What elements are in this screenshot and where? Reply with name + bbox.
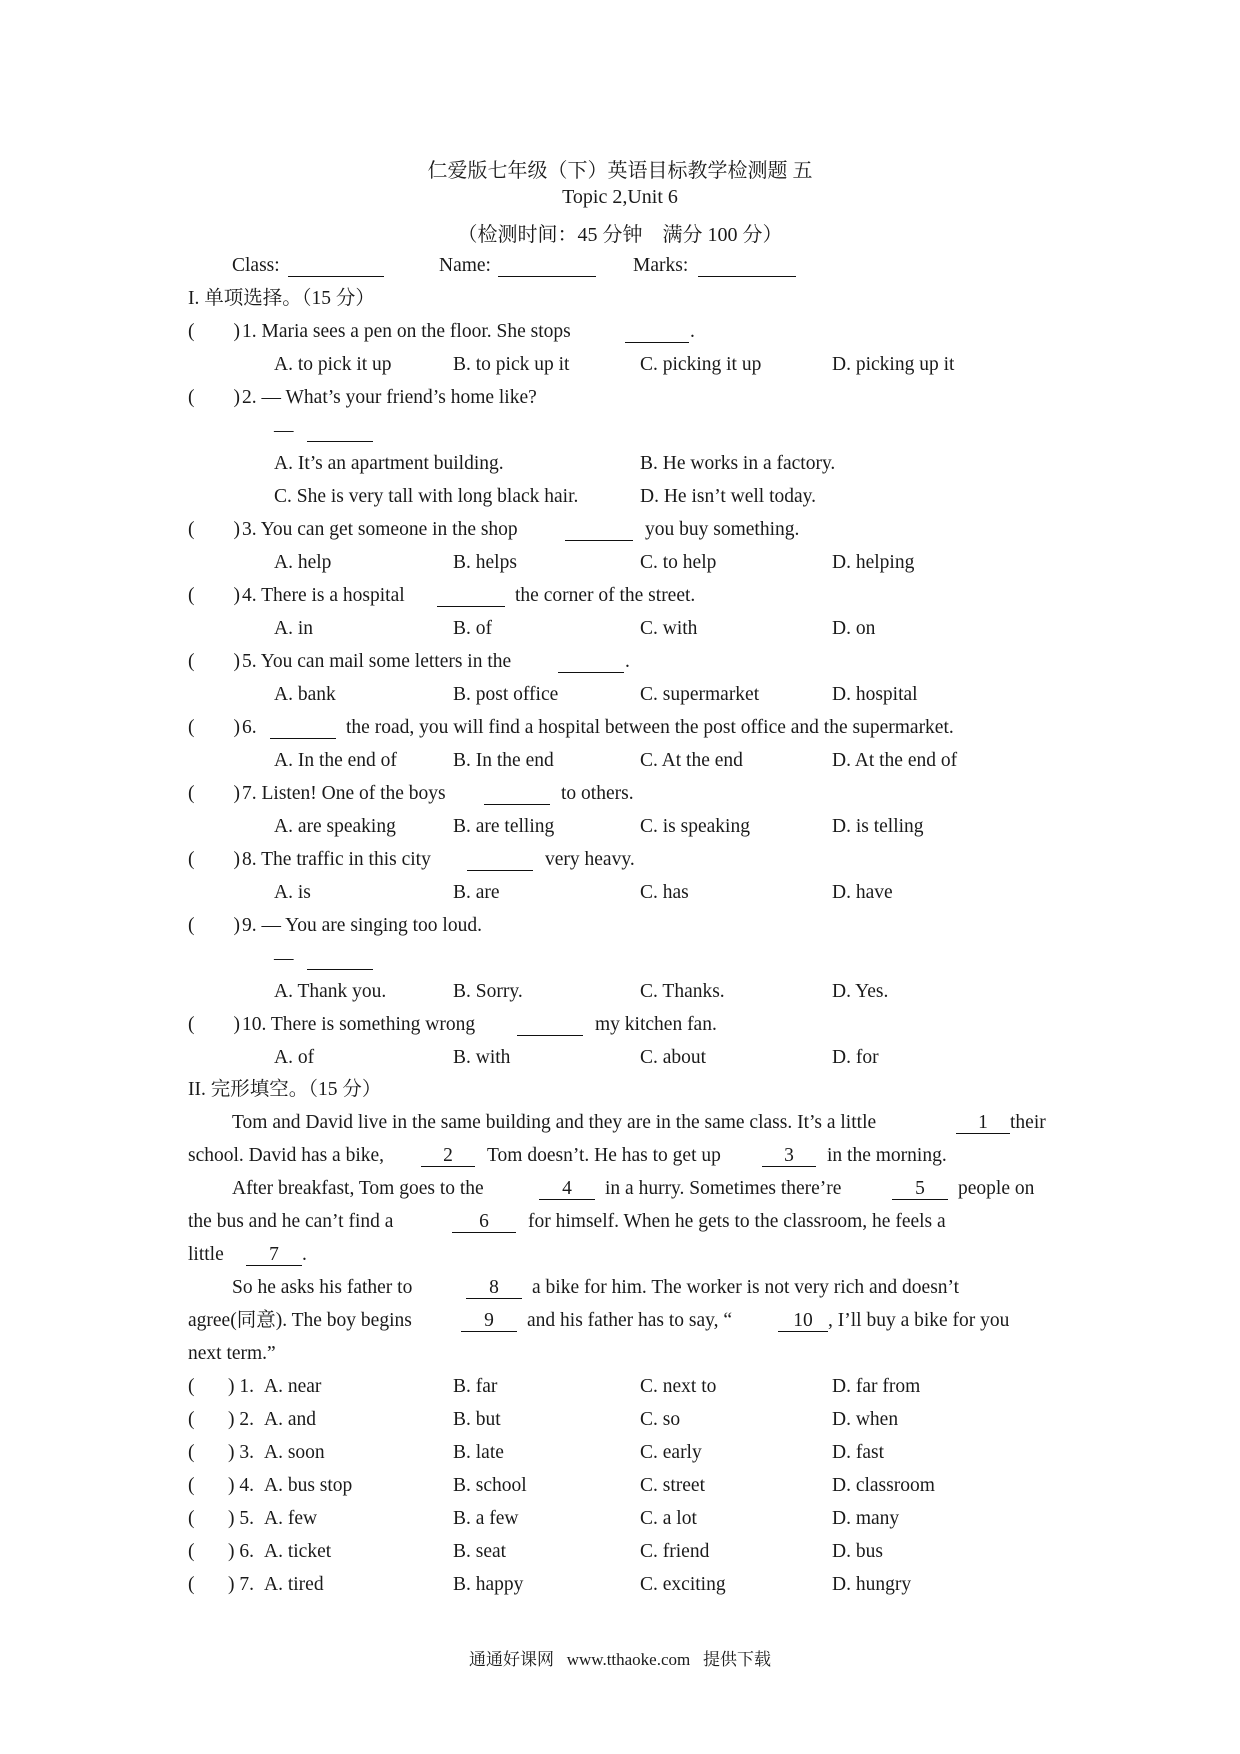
cloze-blank-6: 6 xyxy=(452,1212,516,1233)
option-a: A. It’s an apartment building. xyxy=(274,453,504,474)
footer-note: 提供下载 xyxy=(703,1650,772,1669)
answer-paren[interactable]: ( xyxy=(188,1409,195,1430)
option-number: ) 5. xyxy=(228,1508,254,1529)
question-stem: 3. You can get someone in the shop xyxy=(242,519,518,540)
option-b: B. to pick up it xyxy=(453,354,570,375)
name-field[interactable] xyxy=(498,256,596,277)
cloze-blank-5: 5 xyxy=(892,1179,948,1200)
answer-paren[interactable]: ( ) xyxy=(188,915,240,936)
option-b: B. of xyxy=(453,618,492,639)
option-c: C. picking it up xyxy=(640,354,762,375)
section-2-title: II. 完形填空。（15 分） xyxy=(188,1079,382,1100)
option-a: A. In the end of xyxy=(274,750,397,771)
passage-text: school. David has a bike, xyxy=(188,1145,385,1166)
option-number: ) 3. xyxy=(228,1442,254,1463)
passage-text: a bike for him. The worker is not very rich and doesn’t xyxy=(532,1277,960,1298)
option-c: C. She is very tall with long black hair. xyxy=(274,486,579,507)
option-d: D. He isn’t well today. xyxy=(640,486,817,507)
option-b: B. happy xyxy=(453,1574,524,1595)
passage-text: people on xyxy=(958,1178,1035,1199)
option-a: A. is xyxy=(274,882,311,903)
option-b: B. helps xyxy=(453,552,517,573)
answer-paren[interactable]: ( ) xyxy=(188,783,240,804)
answer-paren[interactable]: ( ) xyxy=(188,651,240,672)
option-c: C. Thanks. xyxy=(640,981,725,1002)
question-stem-end: . xyxy=(625,651,630,672)
option-b: B. far xyxy=(453,1376,498,1397)
option-b: B. late xyxy=(453,1442,504,1463)
option-d: D. when xyxy=(832,1409,899,1430)
cloze-blank-8: 8 xyxy=(466,1278,522,1299)
answer-paren[interactable]: ( xyxy=(188,1508,195,1529)
question-stem-end: very heavy. xyxy=(545,849,635,870)
option-c: C. to help xyxy=(640,552,717,573)
option-c: C. street xyxy=(640,1475,705,1496)
option-c: C. a lot xyxy=(640,1508,697,1529)
question-stem-end: . xyxy=(690,321,695,342)
passage-text: in the morning. xyxy=(827,1145,947,1166)
option-number: ) 7. xyxy=(228,1574,254,1595)
passage-text: So he asks his father to xyxy=(232,1277,413,1298)
cloze-blank-3: 3 xyxy=(762,1146,816,1167)
cloze-blank-9: 9 xyxy=(461,1311,517,1332)
option-d: D. have xyxy=(832,882,893,903)
answer-paren[interactable]: ( xyxy=(188,1541,195,1562)
option-a: A. soon xyxy=(264,1442,325,1463)
cloze-blank-7: 7 xyxy=(246,1245,302,1266)
option-d: D. hungry xyxy=(832,1574,912,1595)
option-d: D. on xyxy=(832,618,876,639)
exam-subtitle: Topic 2,Unit 6 xyxy=(562,186,678,208)
option-c: C. supermarket xyxy=(640,684,760,705)
passage-text: Tom doesn’t. He has to get up xyxy=(487,1145,721,1166)
passage-text: for himself. When he gets to the classroom, he feels a xyxy=(528,1211,946,1232)
option-d: D. At the end of xyxy=(832,750,958,771)
answer-paren[interactable]: ( ) xyxy=(188,717,240,738)
answer-blank xyxy=(467,850,533,871)
option-d: D. hospital xyxy=(832,684,918,705)
answer-paren[interactable]: ( ) xyxy=(188,849,240,870)
question-stem: 1. Maria sees a pen on the floor. She stops xyxy=(242,321,571,342)
passage-text: little xyxy=(188,1244,224,1265)
option-b: B. but xyxy=(453,1409,501,1430)
option-d: D. Yes. xyxy=(832,981,889,1002)
class-field[interactable] xyxy=(288,256,384,277)
page-footer xyxy=(0,1645,1240,1670)
option-d: D. many xyxy=(832,1508,900,1529)
question-stem: 2. — What’s your friend’s home like? xyxy=(242,387,537,408)
answer-blank xyxy=(517,1015,583,1036)
cloze-blank-1: 1 xyxy=(956,1113,1010,1134)
question-stem: 10. There is something wrong xyxy=(242,1014,476,1035)
question-stem-end: you buy something. xyxy=(645,519,800,540)
option-c: C. At the end xyxy=(640,750,743,771)
passage-text: their xyxy=(1010,1112,1046,1133)
question-stem-end: to others. xyxy=(561,783,634,804)
answer-paren[interactable]: ( ) xyxy=(188,519,240,540)
option-c: C. friend xyxy=(640,1541,710,1562)
option-b: B. are xyxy=(453,882,500,903)
passage-text: next term.” xyxy=(188,1343,276,1364)
section-1-title: I. 单项选择。（15 分） xyxy=(188,288,375,309)
answer-blank xyxy=(270,718,336,739)
answer-blank xyxy=(565,520,633,541)
question-stem: 5. You can mail some letters in the xyxy=(242,651,512,672)
option-a: A. few xyxy=(264,1508,318,1529)
option-b: B. school xyxy=(453,1475,527,1496)
option-a: A. tired xyxy=(264,1574,324,1595)
option-c: C. with xyxy=(640,618,698,639)
passage-text: in a hurry. Sometimes there’re xyxy=(605,1178,842,1199)
option-b: B. post office xyxy=(453,684,559,705)
option-d: D. picking up it xyxy=(832,354,955,375)
option-d: D. helping xyxy=(832,552,915,573)
question-stem: 8. The traffic in this city xyxy=(242,849,431,870)
passage-text: agree(同意). The boy begins xyxy=(188,1310,412,1331)
answer-paren[interactable]: ( xyxy=(188,1376,195,1397)
option-c: C. about xyxy=(640,1047,707,1068)
answer-blank xyxy=(437,586,505,607)
question-stem-end: my kitchen fan. xyxy=(595,1014,717,1035)
option-a: A. are speaking xyxy=(274,816,396,837)
dialogue-dash: — xyxy=(274,420,294,441)
option-a: A. Thank you. xyxy=(274,981,387,1002)
answer-blank xyxy=(558,652,624,673)
marks-label: Marks: xyxy=(633,255,689,276)
passage-text: . xyxy=(302,1244,307,1265)
question-stem: 9. — You are singing too loud. xyxy=(242,915,482,936)
question-stem: 6. xyxy=(242,717,257,738)
question-stem: 7. Listen! One of the boys xyxy=(242,783,446,804)
passage-text: Tom and David live in the same building and they are in the same class. It’s a little xyxy=(232,1112,877,1133)
dialogue-dash: — xyxy=(274,948,294,969)
footer-url[interactable]: www.tthaoke.com xyxy=(566,1650,691,1669)
option-number: ) 6. xyxy=(228,1541,254,1562)
option-c: C. next to xyxy=(640,1376,717,1397)
option-d: D. bus xyxy=(832,1541,883,1562)
passage-text: After breakfast, Tom goes to the xyxy=(232,1178,484,1199)
option-d: D. far from xyxy=(832,1376,921,1397)
option-a: A. ticket xyxy=(264,1541,332,1562)
option-a: A. of xyxy=(274,1047,315,1068)
question-stem-end: the road, you will find a hospital between the post office and the supermarket. xyxy=(346,717,954,738)
option-number: ) 4. xyxy=(228,1475,254,1496)
answer-blank xyxy=(484,784,550,805)
cloze-blank-4: 4 xyxy=(539,1179,595,1200)
option-d: D. fast xyxy=(832,1442,884,1463)
answer-paren[interactable]: ( ) xyxy=(188,1014,240,1035)
option-number: ) 2. xyxy=(228,1409,254,1430)
option-a: A. near xyxy=(264,1376,322,1397)
option-number: ) 1. xyxy=(228,1376,254,1397)
name-label: Name: xyxy=(439,255,491,276)
option-a: A. in xyxy=(274,618,313,639)
marks-field[interactable] xyxy=(698,256,796,277)
option-a: A. bank xyxy=(274,684,336,705)
option-a: A. to pick it up xyxy=(274,354,392,375)
option-a: A. bus stop xyxy=(264,1475,353,1496)
option-c: C. early xyxy=(640,1442,702,1463)
answer-paren[interactable]: ( ) xyxy=(188,387,240,408)
footer-site-name: 通通好课网 xyxy=(468,1650,554,1669)
option-c: C. so xyxy=(640,1409,681,1430)
answer-paren[interactable]: ( ) xyxy=(188,321,240,342)
option-d: D. classroom xyxy=(832,1475,935,1496)
option-b: B. Sorry. xyxy=(453,981,523,1002)
answer-paren[interactable]: ( xyxy=(188,1574,195,1595)
answer-paren[interactable]: ( xyxy=(188,1442,195,1463)
option-b: B. He works in a factory. xyxy=(640,453,836,474)
option-c: C. is speaking xyxy=(640,816,750,837)
passage-text: and his father has to say, “ xyxy=(527,1310,733,1331)
option-d: D. is telling xyxy=(832,816,924,837)
answer-paren[interactable]: ( xyxy=(188,1475,195,1496)
cloze-blank-10: 10 xyxy=(778,1311,828,1332)
passage-text: the bus and he can’t find a xyxy=(188,1211,394,1232)
answer-blank xyxy=(307,949,373,970)
option-b: B. with xyxy=(453,1047,511,1068)
class-label: Class: xyxy=(232,255,280,276)
answer-blank xyxy=(307,421,373,442)
option-b: B. are telling xyxy=(453,816,555,837)
answer-blank xyxy=(625,322,689,343)
option-a: A. and xyxy=(264,1409,316,1430)
question-stem: 4. There is a hospital xyxy=(242,585,405,606)
exam-time-info: （检测时间：45 分钟 满分 100 分） xyxy=(457,224,783,246)
passage-text: , I’ll buy a bike for you xyxy=(828,1310,1010,1331)
exam-title: 仁爱版七年级（下）英语目标教学检测题 五 xyxy=(427,160,813,182)
cloze-blank-2: 2 xyxy=(421,1146,475,1167)
option-c: C. exciting xyxy=(640,1574,726,1595)
option-b: B. In the end xyxy=(453,750,554,771)
option-a: A. help xyxy=(274,552,332,573)
answer-paren[interactable]: ( ) xyxy=(188,585,240,606)
option-d: D. for xyxy=(832,1047,879,1068)
option-c: C. has xyxy=(640,882,689,903)
option-b: B. seat xyxy=(453,1541,507,1562)
option-b: B. a few xyxy=(453,1508,519,1529)
question-stem-end: the corner of the street. xyxy=(515,585,696,606)
